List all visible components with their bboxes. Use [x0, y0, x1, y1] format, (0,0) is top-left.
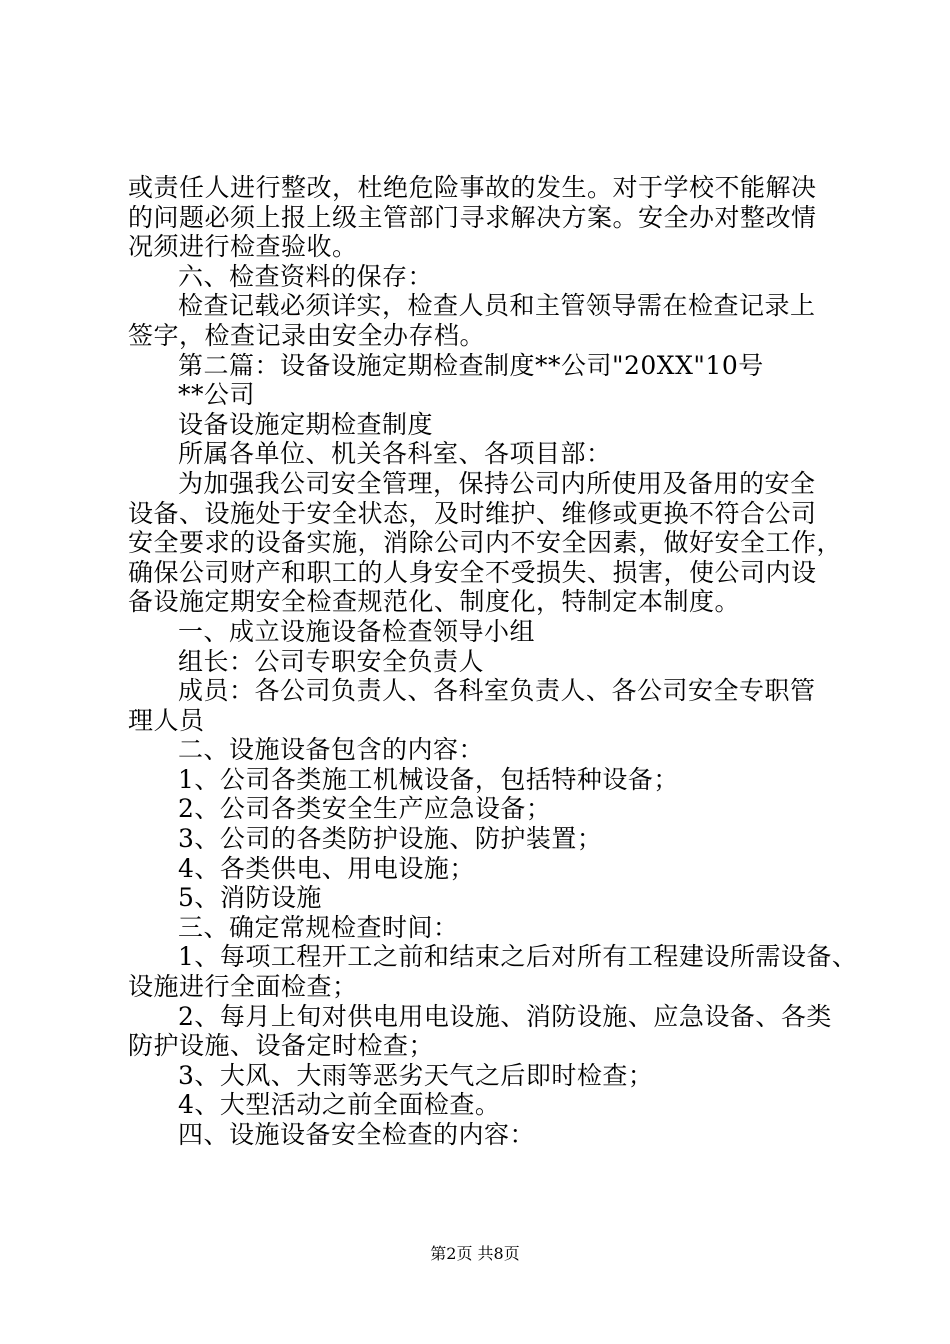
text-line: 六、检查资料的保存：: [178, 261, 434, 291]
text-line: 三、确定常规检查时间：: [178, 912, 459, 942]
text-line: 四、设施设备安全检查的内容：: [178, 1120, 536, 1149]
text-line: 1、每项工程开工之前和结束之后对所有工程建设所需设备、: [178, 942, 858, 972]
text-line: 况须进行检查验收。: [128, 232, 358, 262]
text-line: 4、各类供电、用电设施；: [178, 853, 475, 883]
text-line: 1、公司各类施工机械设备，包括特种设备；: [178, 764, 679, 794]
page-number-label: 第2页 共8页: [430, 1244, 520, 1263]
text-line: 一、成立设施设备检查领导小组: [178, 616, 536, 646]
text-line: 2、公司各类安全生产应急设备；: [178, 794, 552, 824]
text-line: 成员：各公司负责人、各科室负责人、各公司安全专职管: [178, 676, 816, 706]
text-line: 理人员: [128, 705, 205, 735]
text-line: 或责任人进行整改，杜绝危险事故的发生。对于学校不能解决: [128, 173, 817, 202]
text-line: **公司: [178, 380, 256, 410]
text-line: 二、设施设备包含的内容：: [178, 735, 485, 765]
text-line: 组长：公司专职安全负责人: [178, 646, 485, 676]
document-body: [128, 173, 858, 1150]
text-line: 第二篇：设备设施定期检查制度**公司"20XX"10号: [178, 350, 764, 380]
text-line: 为加强我公司安全管理，保持公司内所使用及备用的安全: [178, 468, 816, 498]
text-line: 3、大风、大雨等恶劣天气之后即时检查；: [178, 1060, 654, 1090]
text-line: 5、消防设施: [178, 883, 322, 913]
text-line: 备设施定期安全检查规范化、制度化，特制定本制度。: [128, 587, 741, 617]
page-footer: [0, 1244, 950, 1264]
text-line: 设备、设施处于安全状态，及时维护、维修或更换不符合公司: [128, 498, 817, 528]
text-line: 3、公司的各类防护设施、防护装置；: [178, 824, 603, 854]
text-line: 的问题必须上报上级主管部门寻求解决方案。安全办对整改情: [128, 202, 817, 232]
text-line: 检查记载必须详实，检查人员和主管领导需在检查记录上: [178, 291, 816, 321]
text-line: 2、每月上旬对供电用电设施、消防设施、应急设备、各类: [178, 1001, 832, 1031]
text-line: 设施进行全面检查；: [128, 972, 358, 1002]
text-line: 防护设施、设备定时检查；: [128, 1031, 435, 1061]
text-line: 安全要求的设备实施，消除公司内不安全因素，做好安全工作，: [128, 528, 843, 558]
text-line: 设备设施定期检查制度: [178, 409, 434, 439]
text-line: 所属各单位、机关各科室、各项目部：: [178, 439, 612, 469]
text-line: 签字，检查记录由安全办存档。: [128, 320, 486, 350]
text-line: 确保公司财产和职工的人身安全不受损失、损害，使公司内设: [128, 557, 817, 587]
text-line: 4、大型活动之前全面检查。: [178, 1090, 501, 1120]
